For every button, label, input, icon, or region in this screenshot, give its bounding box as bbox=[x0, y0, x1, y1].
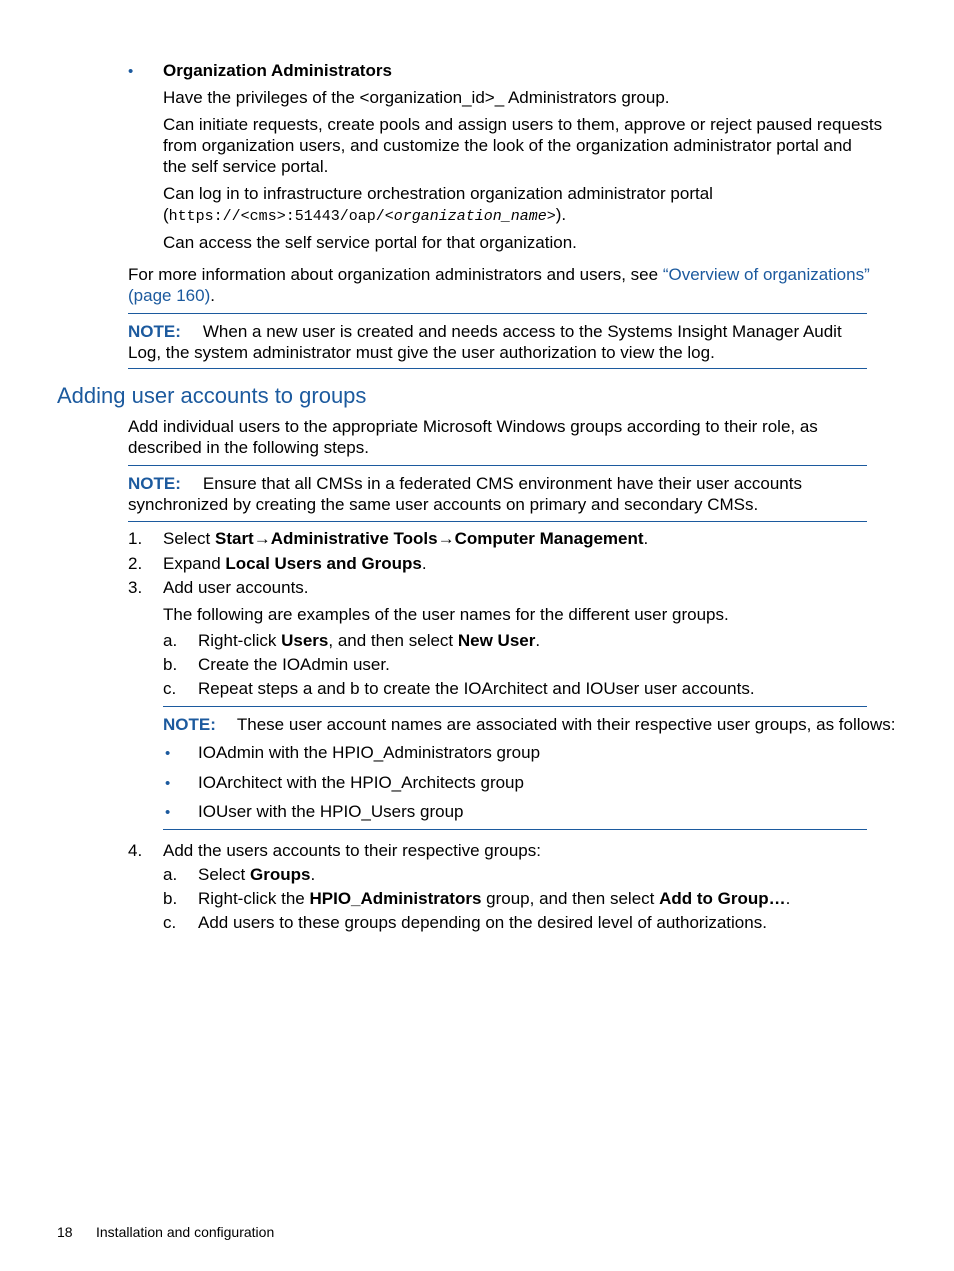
note3-item-3: IOUser with the HPIO_Users group bbox=[198, 802, 464, 821]
note2-text-1: Ensure that all CMSs in a federated CMS environment have their user accounts bbox=[202, 474, 802, 493]
step3: Add user accounts. bbox=[163, 578, 309, 597]
note3-divider-bottom bbox=[163, 829, 867, 830]
overview-page-link[interactable]: (page 160) bbox=[128, 286, 211, 305]
org-admins-privileges: Have the privileges of the <organization_id>_ Administrators group. bbox=[163, 88, 670, 107]
note3-divider-top bbox=[163, 706, 867, 707]
step4a-pre: Select bbox=[198, 865, 250, 884]
step4b bbox=[198, 888, 790, 909]
note3-item-1: IOAdmin with the HPIO_Administrators group bbox=[198, 743, 541, 762]
org-admins-login-line1: Can log in to infrastructure orchestration organization administrator portal bbox=[163, 184, 713, 203]
org-admins-login-line2 bbox=[163, 204, 566, 227]
page-number: 18 bbox=[57, 1224, 73, 1240]
step3-description: The following are examples of the user names for the different user groups. bbox=[163, 605, 729, 624]
note3-text: These user account names are associated with their respective user groups, as follows: bbox=[236, 715, 896, 734]
section-intro-line2: described in the following steps. bbox=[128, 438, 369, 457]
step4a bbox=[198, 864, 315, 885]
step3c-letter: c. bbox=[163, 679, 177, 698]
note-divider-bottom bbox=[128, 368, 867, 369]
hpio-administrators-label: HPIO_Administrators bbox=[309, 889, 482, 908]
org-admins-capabilities-line3: the self service portal. bbox=[163, 157, 329, 176]
footer-section-title: Installation and configuration bbox=[96, 1224, 275, 1240]
note3-item-2: IOArchitect with the HPIO_Architects group bbox=[198, 773, 524, 792]
bullet-icon: • bbox=[165, 745, 171, 762]
paren-close: ). bbox=[555, 205, 567, 224]
step3c: Repeat steps a and b to create the IOArchitect and IOUser user accounts. bbox=[198, 679, 755, 698]
step3-number: 3. bbox=[128, 578, 143, 597]
org-admins-self-service: Can access the self service portal for that organization. bbox=[163, 233, 577, 252]
portal-url-prefix: https://<cms>:51443/oap/< bbox=[168, 208, 394, 225]
bullet-icon: • bbox=[165, 804, 171, 821]
step3b: Create the IOAdmin user. bbox=[198, 655, 390, 674]
step4a-end: . bbox=[310, 865, 316, 884]
note1-label: NOTE: bbox=[128, 322, 181, 341]
note1-text-1: When a new user is created and needs access to the Systems Insight Manager Audit bbox=[202, 322, 842, 341]
step4-number: 4. bbox=[128, 841, 143, 860]
section-heading: Adding user accounts to groups bbox=[57, 383, 367, 408]
bullet-icon: • bbox=[165, 775, 171, 792]
step3a-pre: Right-click bbox=[198, 631, 282, 650]
step1-pre: Select bbox=[163, 529, 215, 548]
portal-url-variable: organization_name bbox=[393, 208, 547, 225]
step2 bbox=[163, 553, 427, 574]
step4a-letter: a. bbox=[163, 865, 178, 884]
new-user-label: New User bbox=[457, 631, 536, 650]
step1 bbox=[163, 528, 648, 549]
note2-divider-top bbox=[128, 465, 867, 466]
note2-line2: synchronized by creating the same user accounts on primary and secondary CMSs. bbox=[128, 495, 759, 514]
portal-url-suffix: > bbox=[546, 208, 556, 225]
add-to-group-label: Add to Group… bbox=[659, 889, 786, 908]
paren-open: ( bbox=[163, 205, 169, 224]
org-admins-capabilities-line1: Can initiate requests, create pools and assign users to them, approve or reject paused requests bbox=[163, 115, 883, 134]
org-admins-title: Organization Administrators bbox=[163, 61, 392, 80]
step4b-end: . bbox=[785, 889, 791, 908]
step4b-mid: group, and then select bbox=[481, 889, 660, 908]
step3a bbox=[198, 630, 540, 651]
users-label: Users bbox=[281, 631, 329, 650]
bullet-icon: • bbox=[128, 63, 134, 80]
note2-label: NOTE: bbox=[128, 474, 181, 493]
menu-administrative-tools: Administrative Tools bbox=[270, 529, 438, 548]
note2-divider-bottom bbox=[128, 521, 867, 522]
note3-line bbox=[163, 714, 896, 735]
note3-label: NOTE: bbox=[163, 715, 216, 734]
groups-label: Groups bbox=[249, 865, 311, 884]
more-info-end: . bbox=[210, 286, 215, 305]
local-users-and-groups: Local Users and Groups bbox=[225, 554, 422, 573]
note-divider-top bbox=[128, 313, 867, 314]
more-info-line1 bbox=[128, 264, 870, 285]
portal-url bbox=[169, 208, 556, 225]
overview-link[interactable]: “Overview of organizations” bbox=[662, 265, 870, 284]
note1-line1 bbox=[128, 321, 842, 342]
step4c-letter: c. bbox=[163, 913, 177, 932]
arrow-right-icon: → bbox=[253, 529, 271, 548]
menu-computer-management: Computer Management bbox=[454, 529, 644, 548]
org-admins-capabilities-line2: from organization users, and customize the look of the organization administrator portal and bbox=[163, 136, 852, 155]
step2-end: . bbox=[421, 554, 427, 573]
more-info-line2 bbox=[128, 285, 215, 306]
step4b-letter: b. bbox=[163, 889, 178, 908]
note1-line2: Log, the system administrator must give the user authorization to view the log. bbox=[128, 343, 715, 362]
arrow-right-icon: → bbox=[437, 529, 455, 548]
section-intro-line1: Add individual users to the appropriate Microsoft Windows groups according to their role, as bbox=[128, 417, 818, 436]
step2-pre: Expand bbox=[163, 554, 226, 573]
step4b-pre: Right-click the bbox=[198, 889, 310, 908]
step3a-end: . bbox=[535, 631, 541, 650]
menu-start: Start bbox=[214, 529, 254, 548]
step4c: Add users to these groups depending on the desired level of authorizations. bbox=[198, 913, 767, 932]
step3b-letter: b. bbox=[163, 655, 178, 674]
step3a-mid: , and then select bbox=[328, 631, 458, 650]
note2-line1 bbox=[128, 473, 802, 494]
step2-number: 2. bbox=[128, 554, 143, 573]
step1-number: 1. bbox=[128, 529, 143, 548]
step3a-letter: a. bbox=[163, 631, 178, 650]
step4: Add the users accounts to their respective groups: bbox=[163, 841, 541, 860]
more-info-text: For more information about organization administrators and users, see bbox=[128, 265, 663, 284]
step1-end: . bbox=[643, 529, 649, 548]
